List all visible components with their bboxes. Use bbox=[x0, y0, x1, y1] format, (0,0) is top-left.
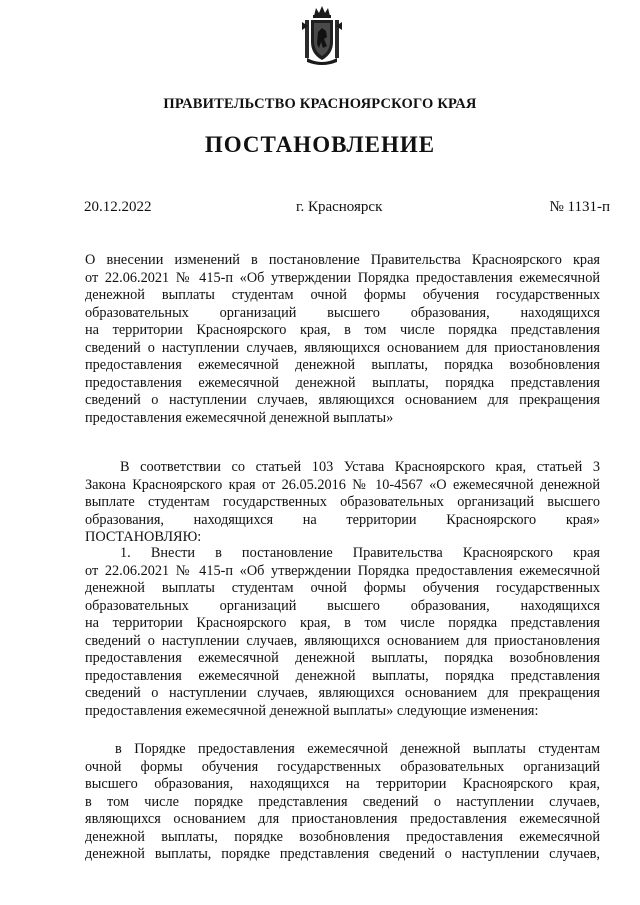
subject-line: предоставления ежемесячной денежной выплаты, порядка возобновления bbox=[85, 357, 600, 373]
preamble-line: Закона Красноярского края от 26.05.2016 № 10-4567 «О ежемесячной денежной bbox=[85, 476, 600, 493]
document-meta bbox=[84, 199, 610, 219]
document-type-title: ПОСТАНОВЛЕНИЕ bbox=[204, 132, 436, 157]
item-line: сведений о наступлении случаев, являющихся основанием для приостановления bbox=[85, 632, 600, 649]
preamble-paragraph bbox=[85, 459, 600, 547]
subject-line: на территории Красноярского края, в том числе порядка представления bbox=[85, 322, 600, 338]
changes-line: денежной выплаты, порядке возобновления предоставления ежемесячной bbox=[85, 828, 600, 845]
preamble-line: образования, находящихся на территории Красноярского края» bbox=[85, 511, 600, 528]
changes-line: являющихся основанием для приостановления предоставления ежемесячной bbox=[85, 811, 600, 827]
subject-line: денежной выплаты студентам очной формы обучения государственных bbox=[85, 287, 600, 303]
subject-line: О внесении изменений в постановление Правительства Красноярского края bbox=[85, 252, 600, 268]
changes-paragraph bbox=[85, 741, 600, 864]
subject-line: образовательных организаций высшего образования, находящихся bbox=[85, 304, 600, 321]
item-1-paragraph bbox=[85, 545, 600, 720]
document-city: г. Красноярск bbox=[296, 199, 383, 215]
document-date: 20.12.2022 bbox=[84, 199, 152, 215]
changes-line: в Порядке предоставления ежемесячной денежной выплаты студентам bbox=[115, 741, 600, 757]
subject-line: сведений о наступлении случаев, являющихся основанием для приостановления bbox=[85, 339, 600, 356]
changes-line: высшего образования, находящихся на территории Красноярского края, bbox=[85, 776, 600, 792]
item-line: на территории Красноярского края, в том числе порядка представления bbox=[85, 615, 600, 631]
item-line: денежной выплаты студентам очной формы обучения государственных bbox=[85, 580, 600, 596]
item-line: образовательных организаций высшего образования, находящихся bbox=[85, 597, 600, 614]
subject-line: предоставления ежемесячной денежной выплаты, порядка представления bbox=[85, 374, 600, 391]
item-line: предоставления ежемесячной денежной выплаты, порядка возобновления bbox=[85, 650, 600, 666]
changes-line: очной формы обучения государственных образовательных организаций bbox=[85, 758, 600, 775]
resolution-word: ПОСТАНОВЛЯЮ: bbox=[85, 529, 202, 545]
document-number: № 1131-п bbox=[549, 199, 610, 215]
item-line: 1. Внести в постановление Правительства Красноярского края bbox=[120, 545, 600, 561]
item-line: сведений о наступлении случаев, являющихся основанием для прекращения bbox=[85, 685, 600, 701]
changes-line: в том числе порядке представления сведений о наступлении случаев, bbox=[85, 793, 600, 810]
subject-line: предоставления ежемесячной денежной выплаты» bbox=[85, 409, 394, 426]
item-line: предоставления ежемесячной денежной выплаты, порядка представления bbox=[85, 667, 600, 684]
subject-line: от 22.06.2021 № 415-п «Об утверждении Порядка предоставления ежемесячной bbox=[85, 269, 600, 286]
krasnoyarsk-coat-of-arms-icon bbox=[299, 4, 345, 66]
preamble-line: выплате студентам государственных образовательных организаций высшего bbox=[85, 494, 600, 510]
subject-line: сведений о наступлении случаев, являющихся основанием для прекращения bbox=[85, 392, 600, 408]
preamble-line: В соответствии со статьей 103 Устава Красноярского края, статьей 3 bbox=[120, 459, 600, 475]
government-name: ПРАВИТЕЛЬСТВО КРАСНОЯРСКОГО КРАЯ bbox=[163, 96, 477, 112]
item-line: от 22.06.2021 № 415-п «Об утверждении Порядка предоставления ежемесячной bbox=[85, 562, 600, 579]
item-line: предоставления ежемесячной денежной выплаты» следующие изменения: bbox=[85, 702, 539, 719]
changes-line: денежной выплаты, порядке представления сведений о наступлении случаев, bbox=[85, 846, 600, 862]
document-subject bbox=[85, 252, 600, 427]
